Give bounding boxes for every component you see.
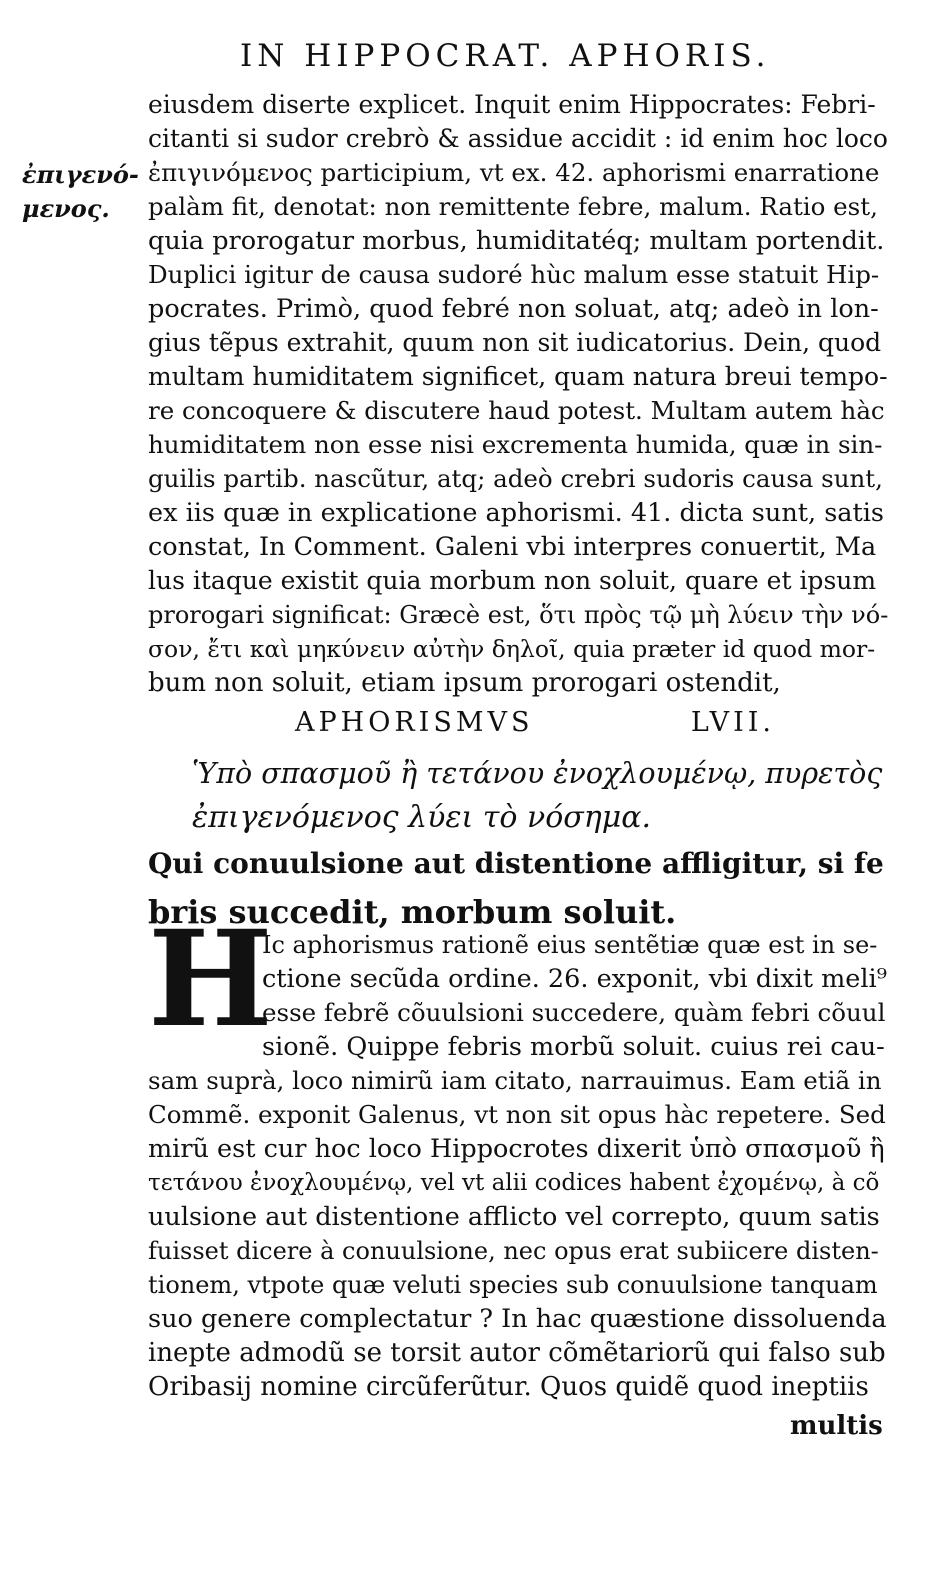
margin-note-line: μενος. bbox=[22, 194, 110, 223]
text-line: ex iis quæ in explicatione aphorismi. 41. dicta sunt, satis bbox=[148, 498, 884, 528]
latin-line: bris succedit, morbum soluit. bbox=[148, 893, 677, 931]
greek-aphorism bbox=[192, 752, 892, 840]
text-line: bum non soluit, etiam ipsum prorogari ostendit, bbox=[148, 668, 781, 698]
text-line: fuisset dicere à conuulsione, nec opus erat subiicere disten- bbox=[148, 1237, 879, 1265]
body-text bbox=[148, 1064, 888, 1404]
text-line: ἐπιγινόμενος participium, vt ex. 42. aphorismi enarratione bbox=[148, 158, 880, 187]
drop-cap: H bbox=[148, 902, 273, 1057]
aphorism-number: LVII. bbox=[690, 707, 775, 738]
text-line: pocrates. Primò, quod febré non soluat, atq; adeò in lon- bbox=[148, 294, 879, 324]
text-line: palàm fit, denotat: non remittente febre, malum. Ratio est, bbox=[148, 192, 878, 221]
text-line: Ic aphorismus rationẽ eius sentẽtiæ quæ est in se- bbox=[262, 931, 878, 959]
text-line: re concoquere & discutere haud potest. Multam autem hàc bbox=[148, 396, 885, 425]
text-line: ctione secũda ordine. 26. exponit, vbi dixit meli⁹ bbox=[262, 964, 887, 994]
aphorism-label: APHORISMVS bbox=[295, 707, 534, 738]
text-line: lus itaque existit quia morbum non soluit, quare et ipsum bbox=[148, 566, 877, 595]
text-line: sam suprà, loco nimirũ iam citato, narrauimus. Eam etiã in bbox=[148, 1066, 882, 1095]
margin-note-line: ἐπιγενό- bbox=[22, 160, 139, 189]
text-line: guilis partib. nascũtur, atq; adeò crebri sudoris causa sunt, bbox=[148, 464, 883, 493]
text-line: multam humiditatem significet, quam natura breui tempo- bbox=[148, 362, 888, 391]
text-line: eiusdem diserte explicet. Inquit enim Hippocrates: Febri- bbox=[148, 90, 876, 119]
text-line: uulsione aut distentione afflicto vel correpto, quum satis bbox=[148, 1202, 880, 1232]
greek-line: ἐπιγενόμενος λύει τὸ νόσημα. bbox=[192, 800, 652, 835]
text-line: sionẽ. Quippe febris morbũ soluit. cuius rei cau- bbox=[262, 1032, 885, 1062]
text-line: suo genere complectatur ? In hac quæstione dissoluenda bbox=[148, 1304, 887, 1334]
text-line: constat, In Comment. Galeni vbi interpres conuertit, Ma bbox=[148, 532, 877, 562]
text-line: inepte admodũ se torsit autor cõmẽtariorũ qui falso sub bbox=[148, 1338, 886, 1368]
aphorism-heading bbox=[295, 707, 775, 738]
catchword: multis bbox=[790, 1411, 883, 1441]
text-line: Oribasij nomine circũferũtur. Quos quidẽ quod ineptiis bbox=[148, 1372, 869, 1402]
text-line: prorogari significat: Græcè est, ὅτι πρὸς τῷ μὴ λύειν τὴν νό- bbox=[148, 601, 889, 629]
text-line: mirũ est cur hoc loco Hippocrotes dixerit ὑπὸ σπασμοῦ ἢ bbox=[148, 1134, 885, 1164]
text-line: gius tẽpus extrahit, quum non sit iudicatorius. Dein, quod bbox=[148, 328, 882, 357]
text-line: citanti si sudor crebrò & assidue accidit : id enim hoc loco bbox=[148, 124, 888, 153]
margin-note bbox=[22, 158, 139, 226]
text-line: humiditatem non esse nisi excrementa humida, quæ in sin- bbox=[148, 430, 883, 459]
commentary-text bbox=[148, 88, 888, 700]
drop-cap-paragraph bbox=[262, 928, 888, 1064]
running-head: IN HIPPOCRAT. APHORIS. bbox=[240, 38, 771, 74]
text-line: quia prorogatur morbus, humiditatéq; multam portendit. bbox=[148, 226, 885, 256]
text-line: Duplici igitur de causa sudoré hùc malum esse statuit Hip- bbox=[148, 260, 880, 289]
text-line: Commẽ. exponit Galenus, vt non sit opus hàc repetere. Sed bbox=[148, 1100, 886, 1129]
text-line: tionem, vtpote quæ veluti species sub conuulsione tanquam bbox=[148, 1271, 878, 1299]
text-line: τετάνου ἐνοχλουμένῳ, vel vt alii codices habent ἐχομένῳ, à cõ bbox=[148, 1170, 880, 1196]
text-line: σον, ἔτι καὶ μηκύνειν αὐτὴν δηλοῖ, quia præter id quod mor- bbox=[148, 635, 876, 663]
greek-line: Ὑπὸ σπασμοῦ ἢ τετάνου ἐνοχλουμένῳ, πυρετὸς bbox=[192, 757, 883, 790]
text-line: esse febrẽ cõuulsioni succedere, quàm febri cõuul bbox=[262, 998, 886, 1027]
latin-line: Qui conuulsione aut distentione affligitur, si fe bbox=[148, 847, 884, 880]
